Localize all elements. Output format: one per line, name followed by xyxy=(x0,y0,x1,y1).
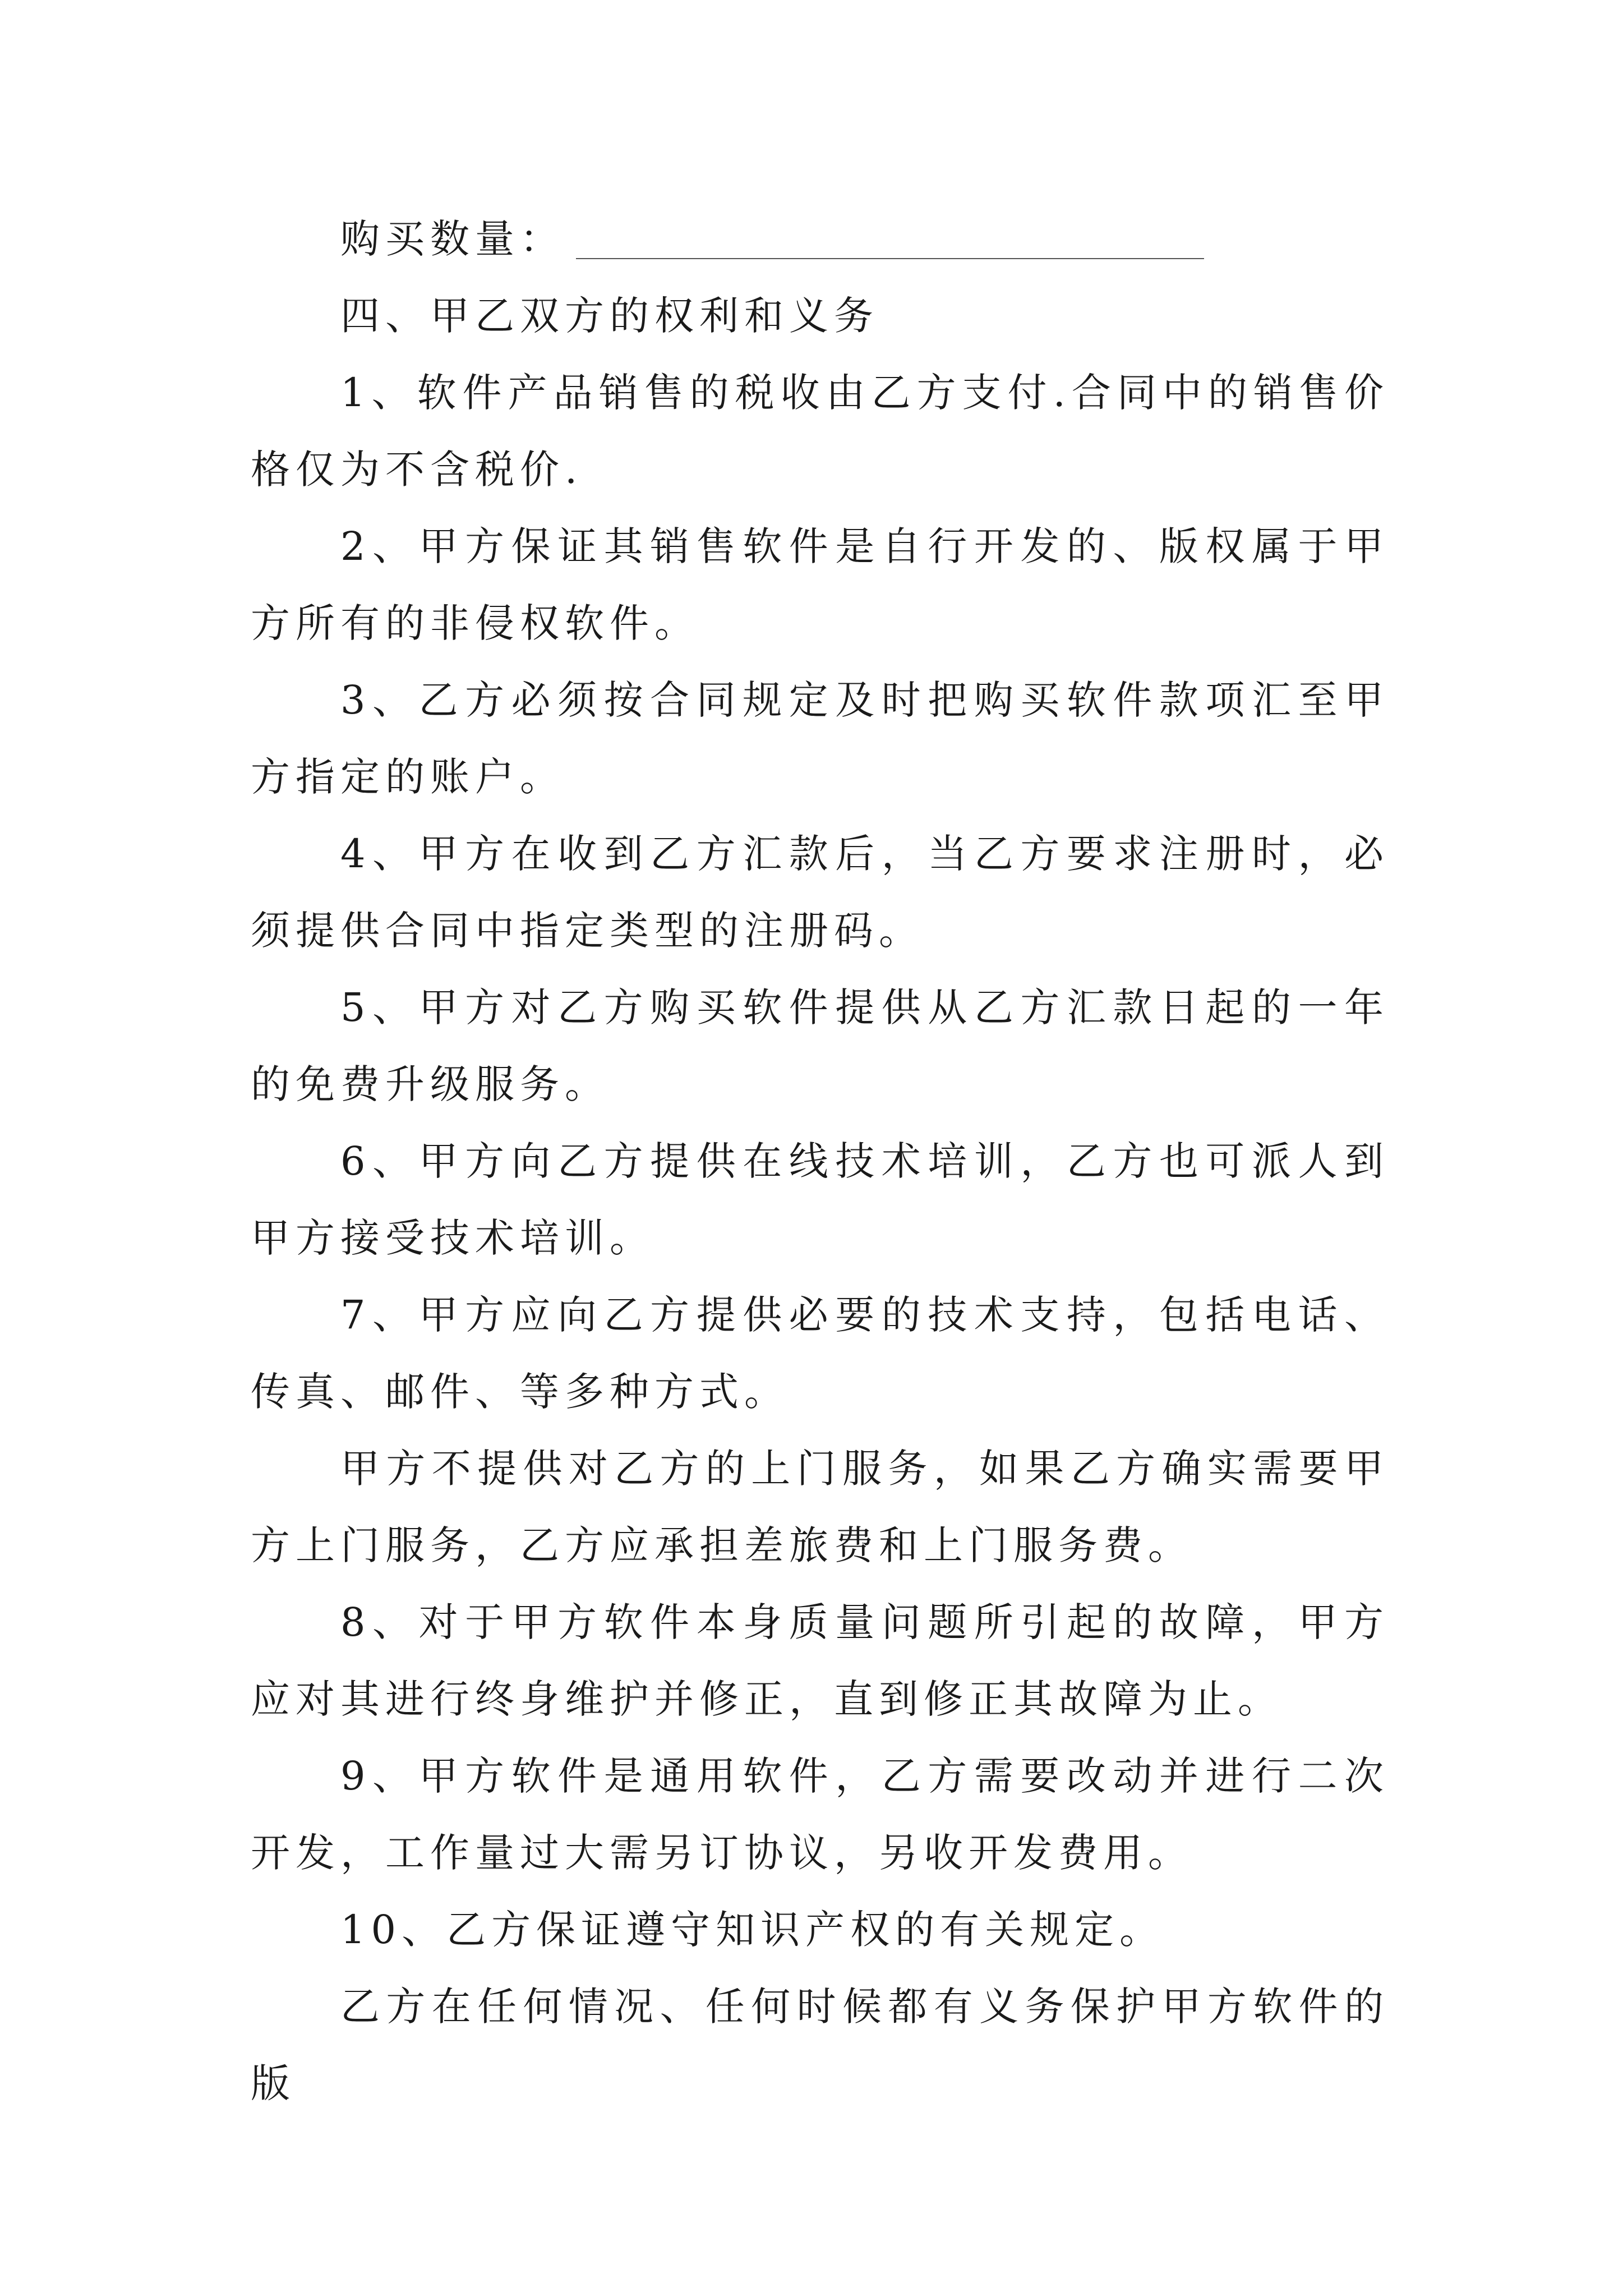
clause-5: 5、甲方对乙方购买软件提供从乙方汇款日起的一年的免费升级服务。 xyxy=(251,984,1389,1107)
purchase-quantity-line xyxy=(251,201,1389,278)
clause-7: 7、甲方应向乙方提供必要的技术支持，包括电话、传真、邮件、等多种方式。 xyxy=(251,1292,1389,1415)
clause-6: 6、甲方向乙方提供在线技术培训，乙方也可派人到甲方接受技术培训。 xyxy=(251,1138,1389,1261)
clause-7-note: 甲方不提供对乙方的上门服务，如果乙方确实需要甲方上门服务，乙方应承担差旅费和上门服务费。 xyxy=(251,1446,1389,1568)
clause-8: 8、对于甲方软件本身质量问题所引起的故障，甲方应对其进行终身维护并修正，直到修正其故障为止。 xyxy=(251,1599,1389,1722)
clause-1: 1、软件产品销售的税收由乙方支付.合同中的销售价格仅为不含税价. xyxy=(251,370,1389,493)
clause-4: 4、甲方在收到乙方汇款后，当乙方要求注册时，必须提供合同中指定类型的注册码。 xyxy=(251,831,1389,954)
clause-10: 10、乙方保证遵守知识产权的有关规定。 xyxy=(340,1907,1165,1953)
clause-10-note: 乙方在任何情况、任何时候都有义务保护甲方软件的版 xyxy=(251,1984,1389,2106)
purchase-quantity-blank xyxy=(576,257,1204,259)
clause-9: 9、甲方软件是通用软件，乙方需要改动并进行二次开发，工作量过大需另订协议，另收开发费用。 xyxy=(251,1753,1389,1876)
purchase-quantity-label: 购买数量： xyxy=(340,216,565,262)
clause-3: 3、乙方必须按合同规定及时把购买软件款项汇至甲方指定的账户。 xyxy=(251,677,1389,800)
section-title: 四、甲乙双方的权利和义务 xyxy=(340,293,879,339)
contract-body xyxy=(251,201,1389,2122)
clause-2: 2、甲方保证其销售软件是自行开发的、版权属于甲方所有的非侵权软件。 xyxy=(251,523,1389,646)
